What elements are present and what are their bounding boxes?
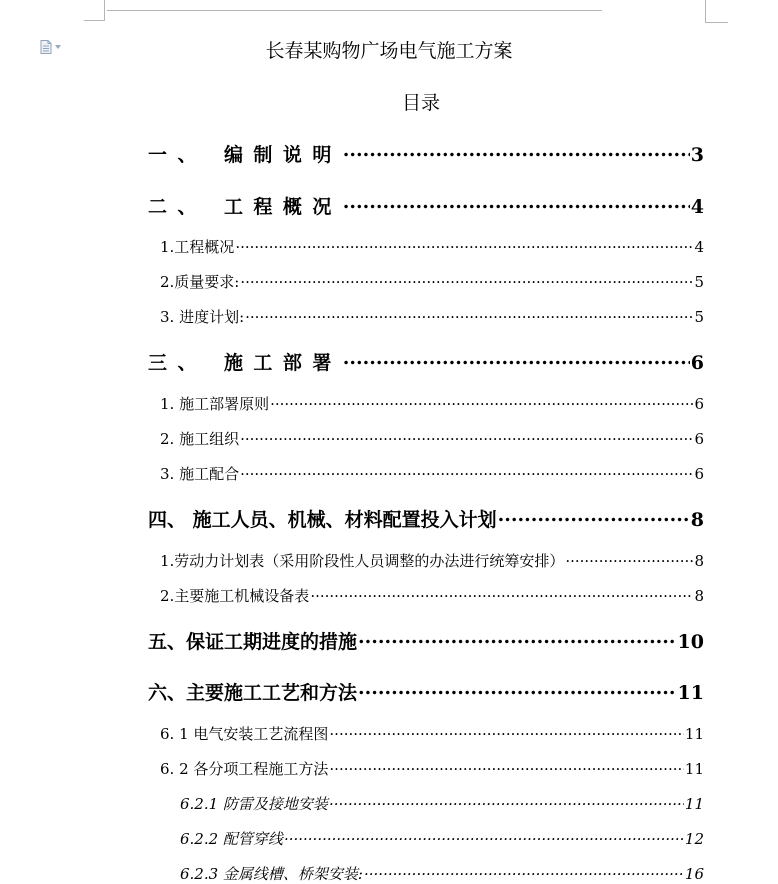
toc-leader: [498, 507, 690, 526]
toc-entry-6[interactable]: [148, 678, 704, 705]
toc-label: 3. 施工配合: [160, 465, 240, 483]
toc-label: 1.劳动力计划表（采用阶段性人员调整的办法进行统筹安排）: [160, 552, 565, 570]
toc-page: 11: [684, 795, 704, 813]
toc-page: 6: [690, 352, 704, 374]
toc-entry-6-2-2[interactable]: [180, 828, 704, 849]
toc-leader: [240, 429, 693, 444]
toc-page: 6: [694, 395, 704, 413]
toc-leader: [270, 394, 693, 409]
toc-page: 4: [694, 238, 704, 256]
toc-heading: 目录: [401, 92, 440, 114]
toc-entry-3[interactable]: [148, 348, 704, 375]
toc-label: 六、主要施工工艺和方法: [148, 682, 358, 704]
toc-leader: [343, 142, 690, 161]
toc-leader: [310, 586, 693, 601]
toc-leader: [364, 864, 684, 879]
toc-label: 6. 1 电气安装工艺流程图: [160, 725, 329, 743]
toc-page: 12: [684, 830, 704, 848]
toc-label: 二、 工程概况: [148, 196, 342, 218]
toc-leader: [245, 307, 693, 322]
toc-label: 2.质量要求:: [160, 273, 240, 291]
toc-leader: [235, 237, 693, 252]
toc-page: 5: [694, 308, 704, 326]
toc-entry-3-3[interactable]: [160, 463, 704, 484]
toc-label: 2. 施工组织: [160, 430, 240, 448]
toc-leader: [358, 629, 677, 648]
toc-label: 6. 2 各分项工程施工方法: [160, 760, 329, 778]
toc-page: 11: [684, 725, 704, 743]
toc-entry-2[interactable]: [148, 192, 704, 219]
toc-label: 3. 进度计划:: [160, 308, 245, 326]
toc-page: 8: [694, 587, 704, 605]
toc-label: 2.主要施工机械设备表: [160, 587, 310, 605]
toc-leader: [565, 551, 693, 566]
toc-page: 8: [694, 552, 704, 570]
toc-page: 8: [690, 509, 704, 531]
toc-entry-6-2-1[interactable]: [180, 793, 704, 814]
toc-entry-6-1[interactable]: [160, 723, 704, 744]
toc-leader: [343, 350, 690, 369]
toc-label: 1. 施工部署原则: [160, 395, 270, 413]
toc-label: 6.2.2 配管穿线: [180, 830, 283, 848]
toc-page: 3: [690, 144, 704, 166]
toc-page: 6: [694, 465, 704, 483]
toc-leader: [240, 464, 693, 479]
toc-entry-6-2[interactable]: [160, 758, 704, 779]
toc-page: 6: [694, 430, 704, 448]
toc-entry-2-3[interactable]: [160, 306, 704, 327]
toc-page: 16: [684, 865, 704, 883]
toc-label: 一、 编制说明: [148, 144, 342, 166]
toc-entry-3-2[interactable]: [160, 428, 704, 449]
toc-page: 4: [690, 196, 704, 218]
toc-leader: [240, 272, 693, 287]
toc-entry-1[interactable]: [148, 140, 704, 167]
toc-page: 5: [694, 273, 704, 291]
toc-leader: [358, 680, 677, 699]
toc-entry-2-2[interactable]: [160, 271, 704, 292]
toc-label: 6.2.3 金属线槽、桥架安装:: [180, 865, 363, 883]
toc-page: 10: [677, 631, 704, 653]
toc-leader: [343, 194, 690, 213]
toc-leader: [329, 724, 684, 739]
toc-entry-6-2-3[interactable]: [180, 863, 704, 884]
document-title: 长春某购物广场电气施工方案: [265, 40, 513, 62]
toc-page: 11: [677, 682, 704, 704]
toc-entry-4[interactable]: [148, 505, 704, 532]
toc-entry-2-1[interactable]: [160, 236, 704, 257]
toc-label: 五、保证工期进度的措施: [148, 631, 358, 653]
toc-label: 四、 施工人员、机械、材料配置投入计划: [148, 509, 497, 531]
toc-entry-3-1[interactable]: [160, 393, 704, 414]
toc-label: 6.2.1 防雷及接地安装: [180, 795, 328, 813]
toc-leader: [284, 829, 684, 844]
toc-entry-4-1[interactable]: [160, 550, 704, 571]
toc-entry-5[interactable]: [148, 627, 704, 654]
toc-entry-4-2[interactable]: [160, 585, 704, 606]
toc-label: 三、 施工部署: [148, 352, 342, 374]
toc-leader: [329, 759, 684, 774]
toc-label: 1.工程概况: [160, 238, 235, 256]
toc-page: 11: [684, 760, 704, 778]
toc-leader: [329, 794, 684, 809]
